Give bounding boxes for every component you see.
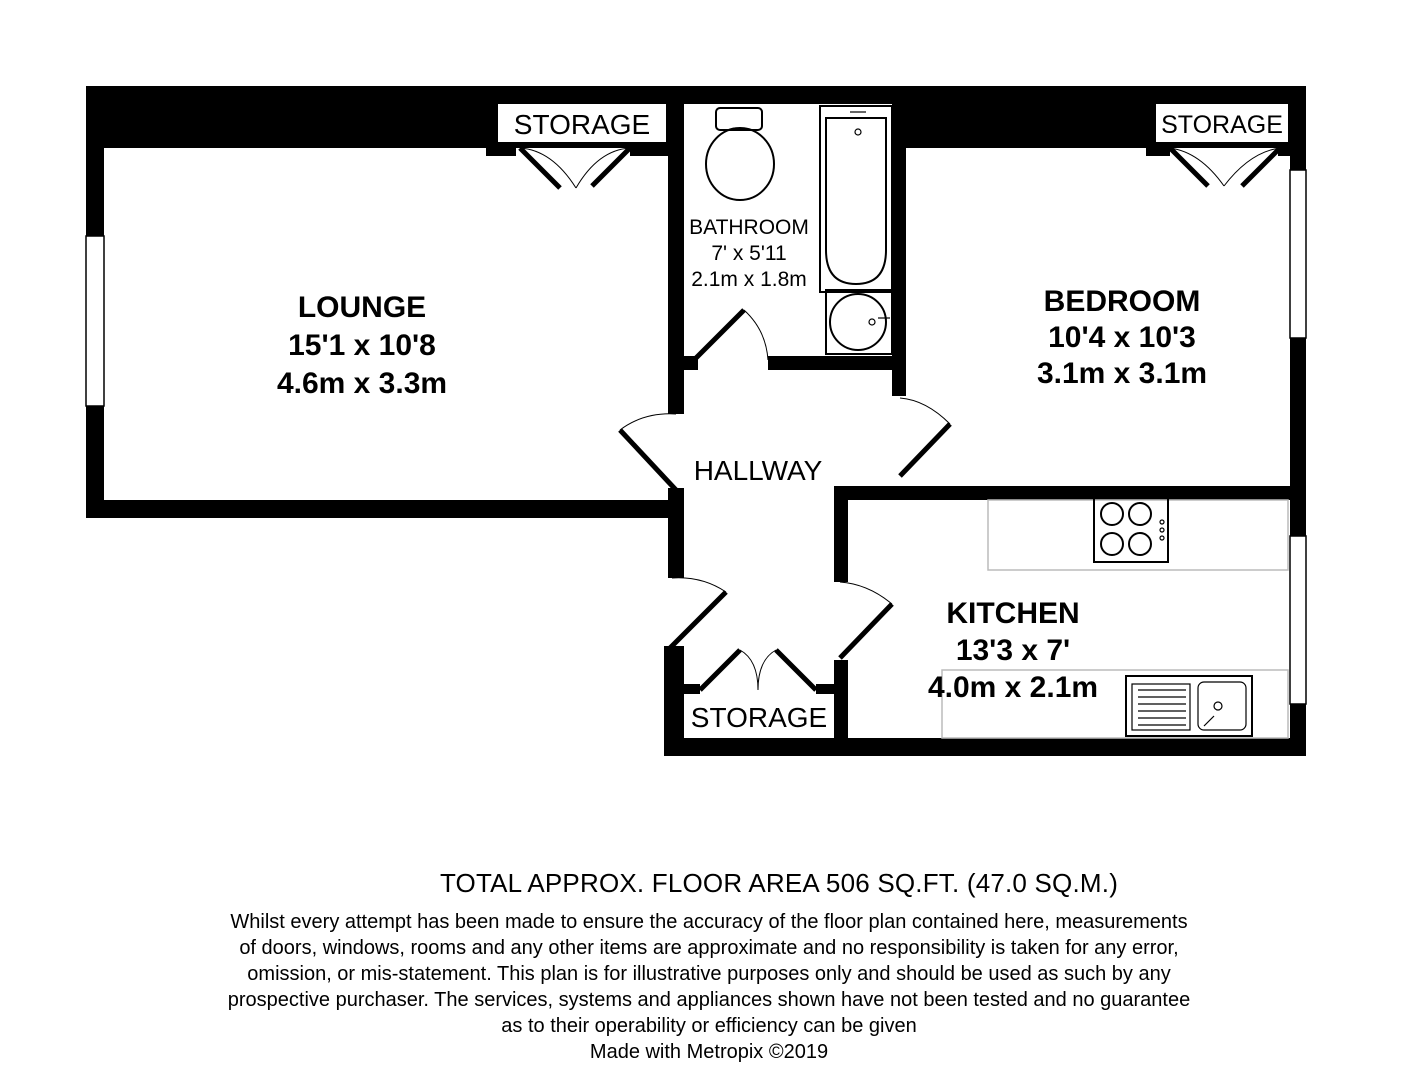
disclaimer-line-2: of doors, windows, rooms and any other items are approximate and no responsibility is taken for any error, xyxy=(239,937,1179,959)
hob-icon xyxy=(1094,498,1168,562)
bedroom-imperial: 10'4 x 10'3 xyxy=(1048,321,1196,354)
bedroom-window xyxy=(1290,170,1306,338)
kitchen-name: KITCHEN xyxy=(946,597,1080,630)
plan-footer xyxy=(0,868,1418,1065)
kitchen-metric: 4.0m x 2.1m xyxy=(927,671,1099,704)
kitchen-window xyxy=(1290,536,1306,704)
toilet-icon xyxy=(706,108,774,200)
bathroom-name: BATHROOM xyxy=(689,216,809,239)
bedroom-metric: 3.1m x 3.1m xyxy=(1036,357,1208,390)
kitchen-counter-top xyxy=(988,500,1288,570)
lounge-name: LOUNGE xyxy=(297,291,427,324)
storage-hall-label: STORAGE xyxy=(690,702,828,733)
walls xyxy=(86,86,1306,756)
kitchen-imperial: 13'3 x 7' xyxy=(955,634,1071,667)
bathroom-imperial: 7' x 5'11 xyxy=(711,242,787,265)
storage-lounge-label: STORAGE xyxy=(513,109,651,140)
disclaimer-line-1: Whilst every attempt has been made to ensure the accuracy of the floor plan contained here, measurements xyxy=(230,911,1188,933)
room-lounge xyxy=(277,291,447,400)
hallway-label: HALLWAY xyxy=(693,455,823,486)
sink-icon xyxy=(1126,676,1252,736)
disclaimer-line-5: as to their operability or efficiency can be given xyxy=(501,1015,917,1037)
made-with-credit: Made with Metropix ©2019 xyxy=(589,1041,829,1063)
total-floor-area: TOTAL APPROX. FLOOR AREA 506 SQ.FT. (47.0 SQ.M.) xyxy=(439,868,1119,898)
basin-icon xyxy=(826,290,892,354)
room-bathroom xyxy=(689,216,809,291)
storage-bedroom-label: STORAGE xyxy=(1161,111,1283,139)
lounge-metric: 4.6m x 3.3m xyxy=(276,367,448,400)
room-bedroom xyxy=(1037,285,1207,390)
disclaimer-line-3: omission, or mis-statement. This plan is for illustrative purposes only and should be used as such by any xyxy=(247,963,1171,985)
lounge-imperial: 15'1 x 10'8 xyxy=(288,329,436,362)
bathroom-metric: 2.1m x 1.8m xyxy=(691,268,807,291)
lounge-window xyxy=(86,236,104,406)
bedroom-name: BEDROOM xyxy=(1043,285,1201,318)
room-kitchen xyxy=(928,597,1098,704)
bath-icon xyxy=(820,106,892,292)
disclaimer-line-4: prospective purchaser. The services, systems and appliances shown have not been tested and no guarantee xyxy=(227,989,1191,1011)
